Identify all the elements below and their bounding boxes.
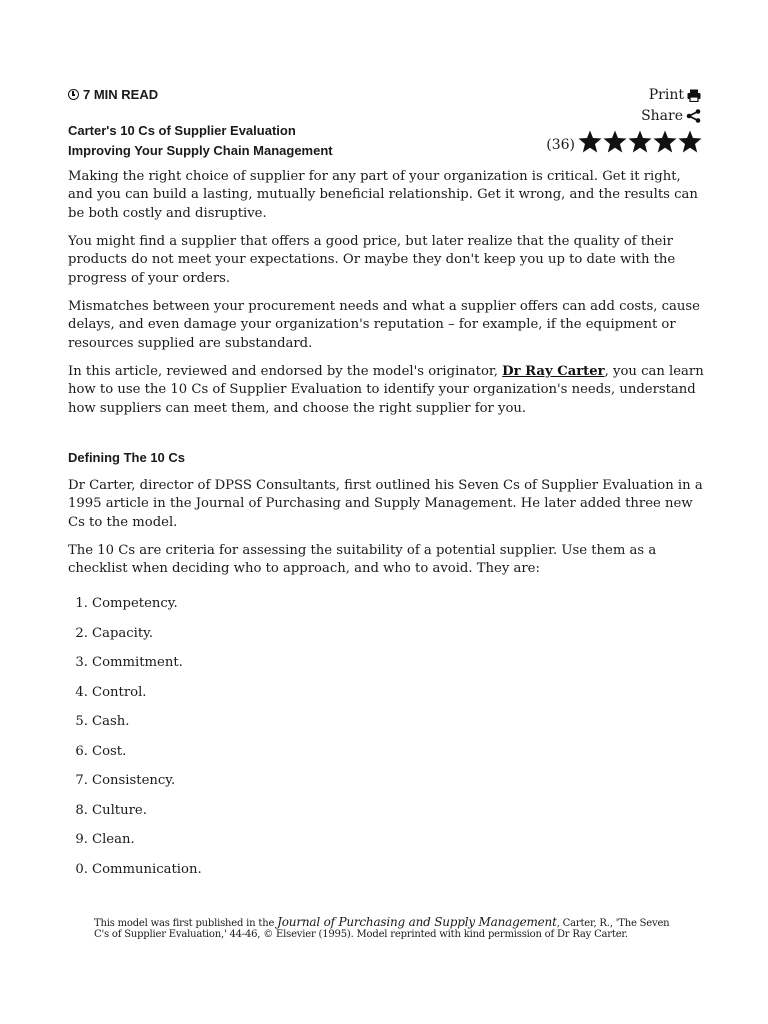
star-icon[interactable] (653, 130, 677, 153)
star-icon[interactable] (603, 130, 627, 153)
list-number: 6. (75, 743, 88, 759)
list-text: Culture. (92, 802, 147, 818)
intro-paragraph: Mismatches between your procurement needs and what a supplier offers can add costs, cause delays, and even damage your organization's reputation – for example, if the equipment or resources supplied are substandard. (68, 299, 700, 351)
list-text: Competency. (92, 596, 178, 611)
share-icon (686, 109, 701, 123)
footnote-text: This model was first published in the (94, 918, 278, 929)
ten-cs-list (68, 596, 202, 891)
list-number: 9. (75, 832, 88, 847)
read-time-label: 7 MIN READ (83, 87, 159, 102)
list-number: 4. (75, 684, 88, 700)
list-item (68, 685, 202, 715)
print-button[interactable] (649, 87, 701, 103)
list-item (68, 803, 202, 833)
list-text: Control. (92, 684, 147, 700)
footnote (94, 917, 684, 940)
list-text: Capacity. (92, 625, 154, 641)
rating[interactable] (546, 130, 702, 153)
list-item (68, 626, 202, 656)
intro-text: , you can learn how to use the 10 Cs of Supplier Evaluation to identify your organization's needs, understand how suppliers can meet them, and choose the right supplier for you. (68, 364, 704, 416)
list-number: 3. (75, 655, 88, 670)
list-item (68, 862, 202, 892)
list-item (68, 714, 202, 744)
list-item (68, 655, 202, 685)
star-icon[interactable] (628, 130, 652, 153)
section-paragraph: The 10 Cs are criteria for assessing the suitability of a potential supplier. Use them as a checklist when deciding who to approach, and who to avoid. They are: (68, 543, 657, 577)
list-text: Communication. (92, 861, 202, 877)
print-label: Print (648, 87, 684, 103)
list-item (68, 744, 202, 774)
list-item (68, 596, 202, 626)
list-number: 0. (75, 861, 88, 877)
share-button[interactable] (641, 108, 701, 124)
intro-paragraph: Making the right choice of supplier for any part of your organization is critical. Get it right, and you can build a lasting, mutually beneficial relationship. Get it wrong, and the results can be both costly and disruptive. (68, 169, 698, 221)
star-icon[interactable] (678, 130, 702, 153)
page-title: Carter's 10 Cs of Supplier Evaluation (68, 123, 296, 138)
list-text: Commitment. (92, 655, 183, 670)
list-number: 1. (75, 596, 88, 611)
list-item (68, 832, 202, 862)
intro-paragraph: You might find a supplier that offers a good price, but later realize that the quality of their products do not meet your expectations. Or maybe they don't keep you up to date with the progress of your orders. (68, 234, 676, 286)
read-time (68, 87, 158, 102)
list-text: Cash. (92, 714, 130, 729)
list-number: 7. (75, 773, 88, 788)
section-heading: Defining The 10 Cs (68, 450, 186, 465)
footnote-text: , Carter, R., 'The Seven C's of Supplier Evaluation,' 44-46, © Elsevier (1995). Model reprinted with kind permission of Dr Ray Carter. (94, 918, 670, 940)
list-number: 2. (75, 625, 88, 641)
list-item (68, 773, 202, 803)
list-number: 8. (75, 802, 88, 818)
list-text: Cost. (92, 743, 127, 759)
share-label: Share (641, 108, 683, 124)
star-icon[interactable] (578, 130, 602, 153)
clock-icon (68, 89, 79, 100)
intro-text: In this article, reviewed and endorsed by the model's originator, (68, 364, 503, 379)
journal-name: Journal of Purchasing and Supply Management (277, 915, 557, 929)
page-subtitle: Improving Your Supply Chain Management (68, 143, 333, 158)
intro-paragraph (68, 363, 708, 418)
list-text: Clean. (92, 832, 135, 847)
rating-count: (36) (546, 136, 575, 153)
section-paragraph: Dr Carter, director of DPSS Consultants, first outlined his Seven Cs of Supplier Evaluation in a 1995 article in the Journal of Purchasing and Supply Management. He later added three new Cs to the model. (68, 478, 703, 530)
list-number: 5. (75, 714, 88, 729)
printer-icon (687, 89, 701, 102)
list-text: Consistency. (92, 773, 176, 788)
author-link[interactable]: Dr Ray Carter (502, 364, 605, 379)
